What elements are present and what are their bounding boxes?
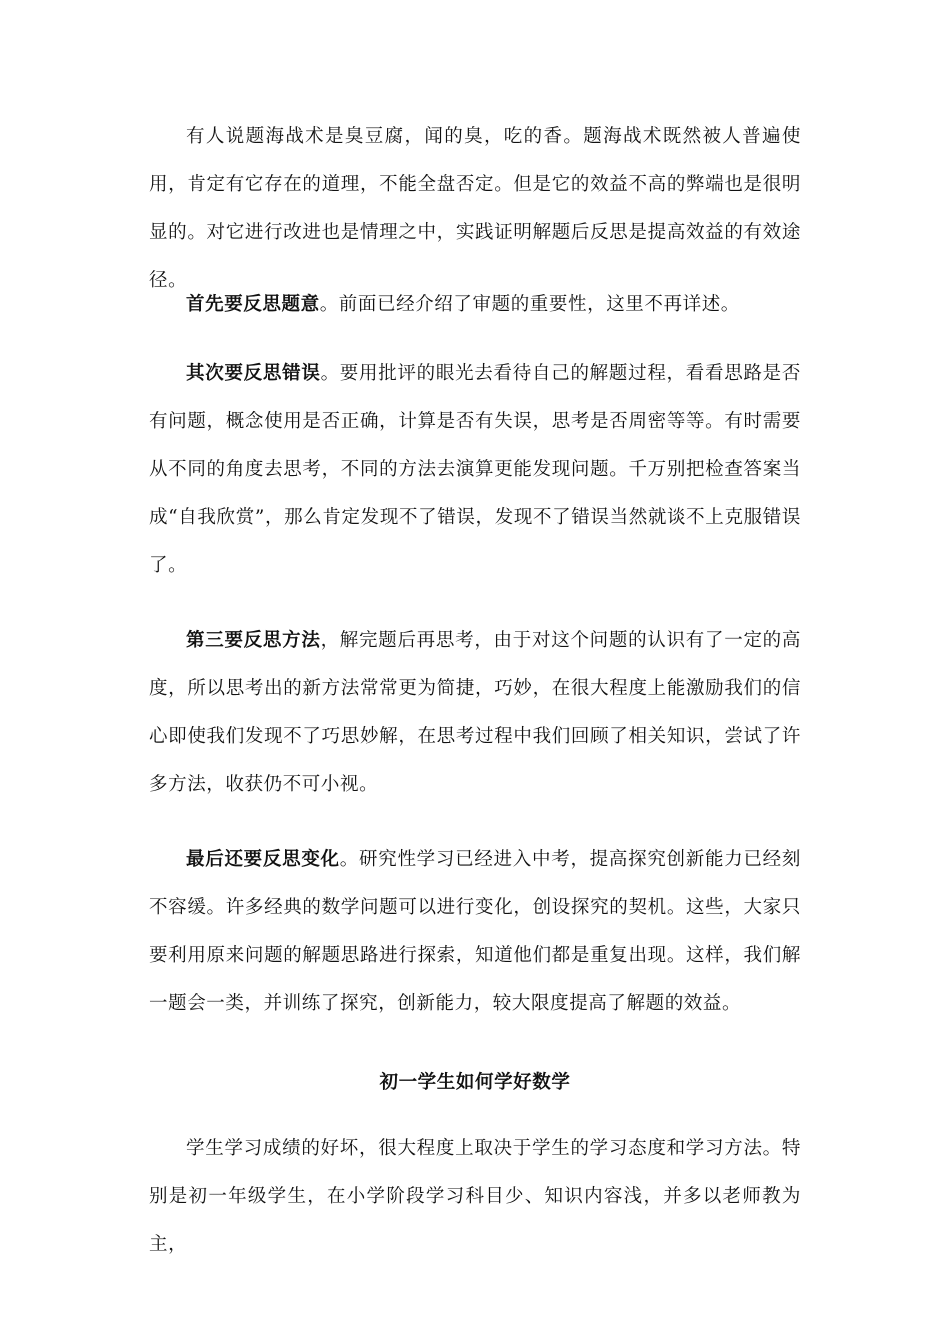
paragraph-lead: 其次要反思错误 [186,363,321,384]
paragraph-text: 有人说题海战术是臭豆腐，闻的臭，吃的香。题海战术既然被人普遍使用，肯定有它存在的道理，不能全盘否定。但是它的效益不高的弊端也是很明显的。对它进行改进也是情理之中，实践证明解题后反思是提高效益的有效途径。 [149,126,801,291]
paragraph-reflect-variation [149,836,801,1028]
paragraph-lead: 第三要反思方法 [186,630,321,651]
paragraph-text: 学生学习成绩的好坏，很大程度上取决于学生的学习态度和学习方法。特别是初一年级学生，在小学阶段学习科目少、知识内容浅，并多以老师教为主， [149,1138,801,1255]
paragraph-intro [149,113,801,305]
paragraph-closing [149,1125,801,1269]
paragraph-text: 。研究性学习已经进入中考，提高探究创新能力已经刻不容缓。许多经典的数学问题可以进行变化，创设探究的契机。这些，大家只要利用原来问题的解题思路进行探索，知道他们都是重复出现。这样，我们解一题会一类，并训练了探究，创新能力，较大限度提高了解题的效益。 [149,849,801,1014]
section-heading: 初一学生如何学好数学 [379,1072,571,1093]
paragraph-lead: 最后还要反思变化 [186,849,340,870]
paragraph-text: ，解完题后再思考，由于对这个问题的认识有了一定的高度，所以思考出的新方法常常更为简捷，巧妙，在很大程度上能激励我们的信心即使我们发现不了巧思妙解，在思考过程中我们回顾了相关知识，尝试了许多方法，收获仍不可小视。 [149,630,801,795]
paragraph-reflect-errors [149,350,801,590]
paragraph-reflect-meaning [149,281,801,329]
paragraph-text: 。前面已经介绍了审题的重要性，这里不再详述。 [319,294,740,315]
paragraph-reflect-methods [149,617,801,809]
paragraph-lead: 首先要反思题意 [186,294,320,315]
paragraph-text: 。要用批评的眼光去看待自己的解题过程，看看思路是否有问题，概念使用是否正确，计算是否有失误，思考是否周密等等。有时需要从不同的角度去思考，不同的方法去演算更能发现问题。千万别把检查答案当成“自我欣赏”，那么肯定发现不了错误，发现不了错误当然就谈不上克服错误了。 [149,363,801,576]
